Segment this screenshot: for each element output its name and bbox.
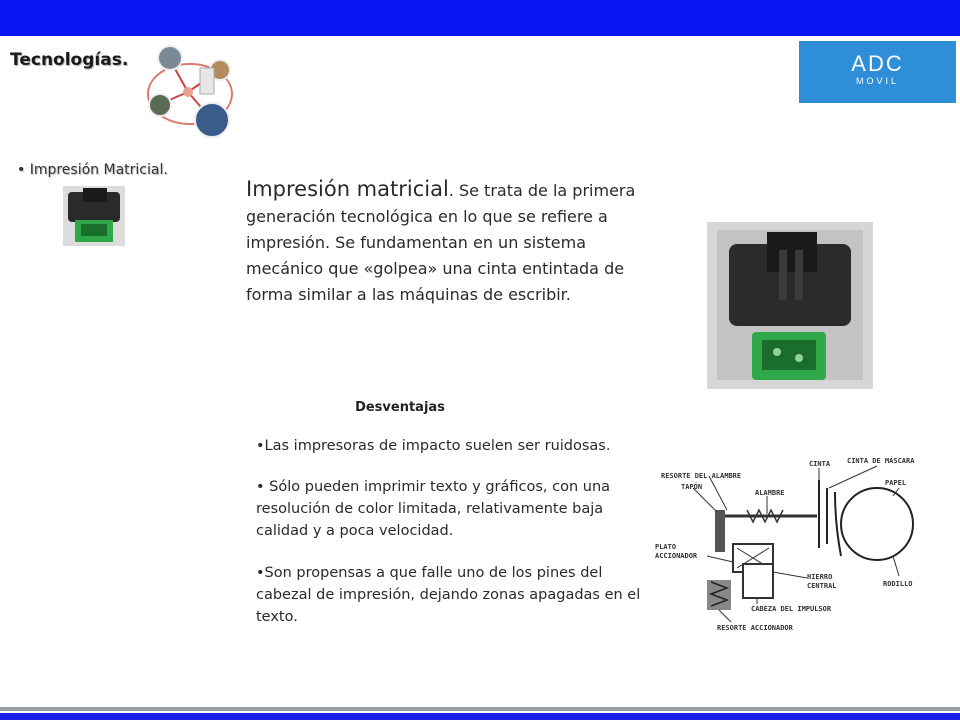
bullet-impresion-matricial: • Impresión Matricial. xyxy=(17,162,168,178)
label-resorte-alambre: RESORTE DEL ALAMBRE xyxy=(661,472,742,480)
label-hierro: HIERRO xyxy=(807,573,833,581)
label-cinta-mascara: CINTA DE MÁSCARA xyxy=(847,457,915,465)
disadvantage-item-1: •Las impresoras de impacto suelen ser ruidosas. xyxy=(256,438,611,454)
disadvantage-item-3: •Son propensas a que falle uno de los pines del cabezal de impresión, dejando zonas apagadas en el texto. xyxy=(256,565,641,625)
label-papel: PAPEL xyxy=(885,479,907,487)
slide-title: Tecnologías. xyxy=(10,50,129,70)
label-tapon: TAPÓN xyxy=(681,483,703,491)
label-plato: PLATO xyxy=(655,543,677,551)
disadvantages-heading: Desventajas xyxy=(355,400,445,415)
label-alambre: ALAMBRE xyxy=(755,489,785,497)
description-paragraph xyxy=(246,176,656,308)
printhead-photo xyxy=(707,222,873,389)
printhead-mechanism-diagram xyxy=(647,452,942,640)
paragraph-lead: Impresión matricial xyxy=(246,177,449,201)
label-cabeza-impulsor: CABEZA DEL IMPULSOR xyxy=(751,605,832,613)
adc-movil-logo xyxy=(799,41,956,103)
printhead-thumbnail xyxy=(63,186,125,246)
label-accionador: ACCIONADOR xyxy=(655,552,698,560)
disadvantage-item-2: • Sólo pueden imprimir texto y gráficos, con una resolución de color limitada, relativamente baja calidad y a poca velocidad. xyxy=(256,479,611,539)
top-bar xyxy=(0,0,960,36)
label-resorte-accionador: RESORTE ACCIONADOR xyxy=(717,624,793,632)
logo-text: ADC xyxy=(851,51,904,76)
logo-subtext: MOVIL xyxy=(855,76,899,86)
paragraph-body: . Se trata de la primera generación tecnológica en lo que se refiere a impresión. Se fundamentan en un sistema mecánico que «golpea» una cinta entintada de forma similar a las máquinas de escribir. xyxy=(246,181,636,304)
label-rodillo: RODILLO xyxy=(883,580,913,588)
label-cinta: CINTA xyxy=(809,460,831,468)
bottom-bar xyxy=(0,707,960,720)
label-central: CENTRAL xyxy=(807,582,837,590)
network-illustration xyxy=(140,42,245,140)
